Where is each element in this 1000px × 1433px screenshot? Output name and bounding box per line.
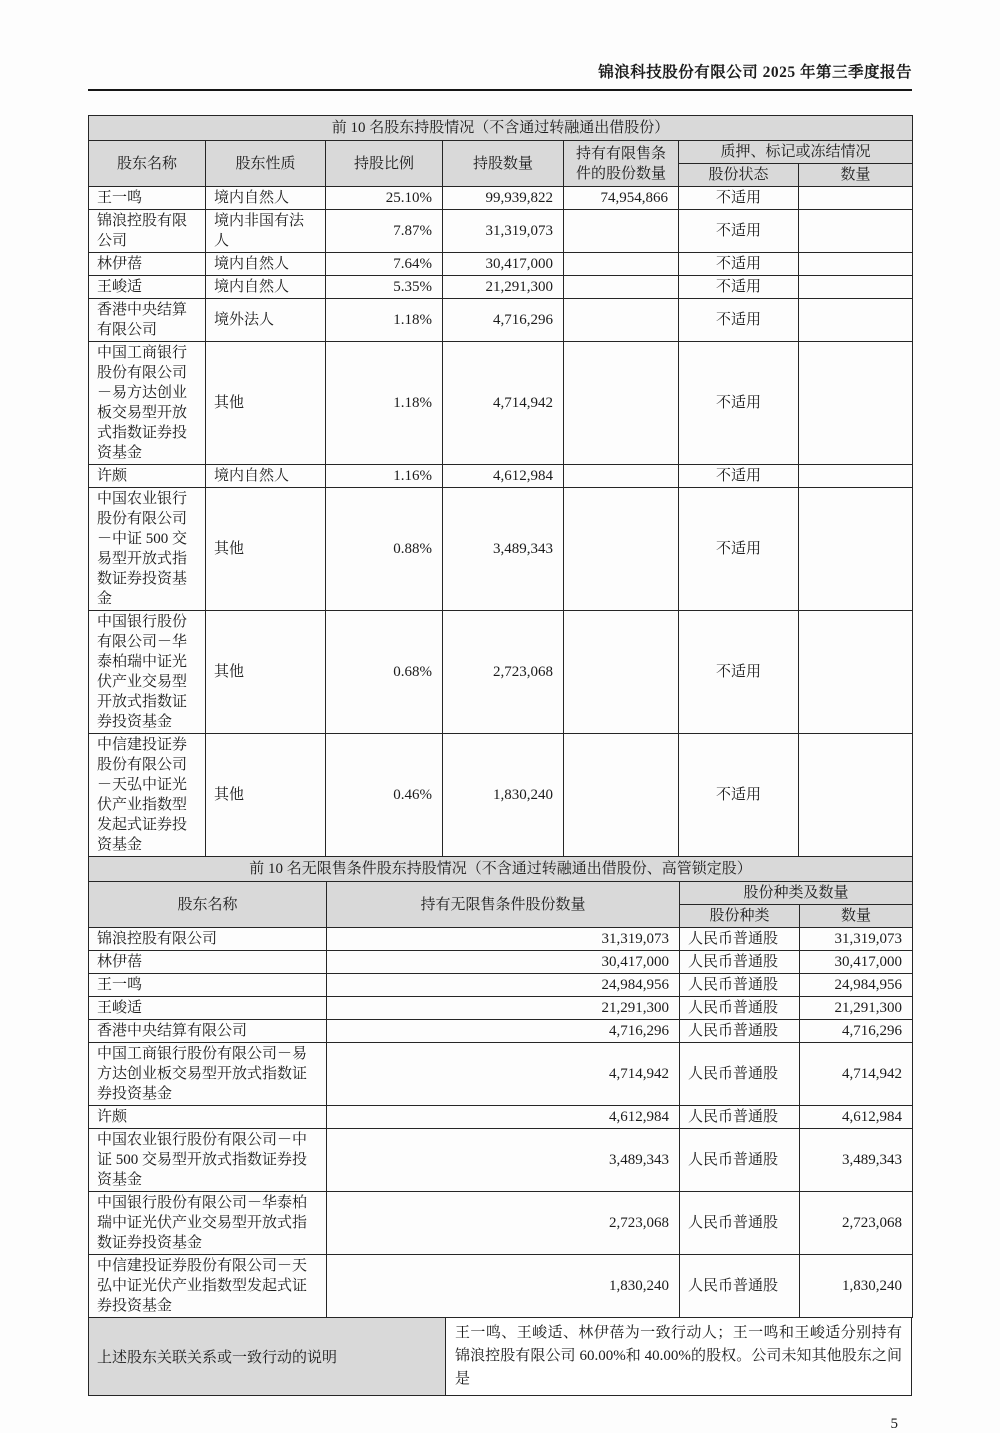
report-page xyxy=(88,0,912,1433)
cell-holding-ratio: 0.88% xyxy=(326,488,443,611)
table-row xyxy=(89,187,913,210)
relationship-note-text: 王一鸣、王峻适、林伊蓓为一致行动人；王一鸣和王峻适分别持有锦浪控股有限公司 60.00%和 40.00%的股权。公司未知其他股东之间是 xyxy=(455,1325,902,1387)
relationship-note-row xyxy=(88,1317,912,1396)
cell-shareholder-name: 香港中央结算有限公司 xyxy=(89,1020,327,1043)
cell-share-type: 人民币普通股 xyxy=(680,928,800,951)
cell-shareholder-nature: 其他 xyxy=(206,734,326,857)
table1-title: 前 10 名股东持股情况（不含通过转融通出借股份） xyxy=(89,116,913,141)
cell-pledge-qty xyxy=(799,299,913,342)
table-row xyxy=(89,299,913,342)
cell-unrestricted-shares: 3,489,343 xyxy=(327,1129,680,1192)
cell-share-qty: 24,984,956 xyxy=(800,974,913,997)
cell-unrestricted-shares: 4,714,942 xyxy=(327,1043,680,1106)
cell-shareholder-name: 许颇 xyxy=(89,1106,327,1129)
cell-unrestricted-shares: 30,417,000 xyxy=(327,951,680,974)
table1-header-row xyxy=(89,141,913,164)
cell-pledge-status: 不适用 xyxy=(679,253,799,276)
cell-shares-held: 3,489,343 xyxy=(443,488,564,611)
table-row xyxy=(89,488,913,611)
cell-unrestricted-shares: 4,612,984 xyxy=(327,1106,680,1129)
cell-holding-ratio: 1.18% xyxy=(326,342,443,465)
cell-pledge-qty xyxy=(799,210,913,253)
cell-shareholder-name: 中国银行股份有限公司－华泰柏瑞中证光伏产业交易型开放式指数证券投资基金 xyxy=(89,1192,327,1255)
table-row xyxy=(89,1255,913,1318)
cell-share-qty: 1,830,240 xyxy=(800,1255,913,1318)
page-number: 5 xyxy=(890,1416,898,1432)
cell-pledge-status: 不适用 xyxy=(679,465,799,488)
col-header-pledge-qty: 数量 xyxy=(799,164,913,187)
cell-share-type: 人民币普通股 xyxy=(680,1255,800,1318)
cell-share-type: 人民币普通股 xyxy=(680,1020,800,1043)
table-row xyxy=(89,928,913,951)
cell-shareholder-nature: 其他 xyxy=(206,342,326,465)
cell-share-qty: 21,291,300 xyxy=(800,997,913,1020)
cell-pledge-qty xyxy=(799,734,913,857)
cell-share-type: 人民币普通股 xyxy=(680,1192,800,1255)
cell-shares-held: 21,291,300 xyxy=(443,276,564,299)
cell-share-qty: 4,714,942 xyxy=(800,1043,913,1106)
cell-share-qty: 31,319,073 xyxy=(800,928,913,951)
cell-shareholder-name: 锦浪控股有限公司 xyxy=(89,928,327,951)
cell-restricted-shares xyxy=(564,611,679,734)
col-header-shareholder-nature: 股东性质 xyxy=(206,141,326,187)
cell-pledge-qty xyxy=(799,253,913,276)
cell-pledge-status: 不适用 xyxy=(679,611,799,734)
col-header-share-type: 股份种类 xyxy=(680,905,800,928)
table-row xyxy=(89,951,913,974)
cell-shareholder-name: 王峻适 xyxy=(89,997,327,1020)
cell-share-qty: 4,612,984 xyxy=(800,1106,913,1129)
col-header-unrestricted-shares: 持有无限售条件股份数量 xyxy=(327,882,680,928)
cell-unrestricted-shares: 1,830,240 xyxy=(327,1255,680,1318)
table-row xyxy=(89,1020,913,1043)
table2-title: 前 10 名无限售条件股东持股情况（不含通过转融通出借股份、高管锁定股） xyxy=(89,857,913,882)
table-row xyxy=(89,210,913,253)
cell-pledge-status: 不适用 xyxy=(679,342,799,465)
top10-shareholders-table xyxy=(88,115,913,857)
cell-shareholder-name: 中国银行股份有限公司－华泰柏瑞中证光伏产业交易型开放式指数证券投资基金 xyxy=(89,611,206,734)
cell-pledge-qty xyxy=(799,187,913,210)
cell-shareholder-name: 中信建投证券股份有限公司－天弘中证光伏产业指数型发起式证券投资基金 xyxy=(89,1255,327,1318)
cell-unrestricted-shares: 24,984,956 xyxy=(327,974,680,997)
cell-share-qty: 30,417,000 xyxy=(800,951,913,974)
cell-pledge-qty xyxy=(799,465,913,488)
cell-shareholder-nature: 境外法人 xyxy=(206,299,326,342)
table-row xyxy=(89,611,913,734)
cell-share-qty: 3,489,343 xyxy=(800,1129,913,1192)
table-row xyxy=(89,465,913,488)
cell-pledge-status: 不适用 xyxy=(679,187,799,210)
cell-unrestricted-shares: 21,291,300 xyxy=(327,997,680,1020)
col-header-shares-held: 持股数量 xyxy=(443,141,564,187)
cell-share-qty: 2,723,068 xyxy=(800,1192,913,1255)
cell-shareholder-nature: 境内自然人 xyxy=(206,276,326,299)
cell-shares-held: 2,723,068 xyxy=(443,611,564,734)
cell-shareholder-nature: 境内非国有法人 xyxy=(206,210,326,253)
cell-shareholder-name: 香港中央结算有限公司 xyxy=(89,299,206,342)
table-row xyxy=(89,1043,913,1106)
cell-restricted-shares xyxy=(564,342,679,465)
cell-unrestricted-shares: 2,723,068 xyxy=(327,1192,680,1255)
cell-shareholder-name: 王峻适 xyxy=(89,276,206,299)
cell-holding-ratio: 7.64% xyxy=(326,253,443,276)
cell-shareholder-name: 锦浪控股有限公司 xyxy=(89,210,206,253)
table-row xyxy=(89,974,913,997)
cell-share-type: 人民币普通股 xyxy=(680,1129,800,1192)
cell-restricted-shares xyxy=(564,734,679,857)
cell-holding-ratio: 0.68% xyxy=(326,611,443,734)
cell-shareholder-name: 林伊蓓 xyxy=(89,951,327,974)
cell-share-type: 人民币普通股 xyxy=(680,1043,800,1106)
table-row xyxy=(89,1129,913,1192)
cell-holding-ratio: 5.35% xyxy=(326,276,443,299)
cell-pledge-qty xyxy=(799,342,913,465)
cell-shareholder-name: 林伊蓓 xyxy=(89,253,206,276)
relationship-note-label: 上述股东关联关系或一致行动的说明 xyxy=(89,1318,446,1395)
cell-holding-ratio: 1.16% xyxy=(326,465,443,488)
cell-restricted-shares xyxy=(564,253,679,276)
cell-restricted-shares: 74,954,866 xyxy=(564,187,679,210)
col-header-shareholder-name: 股东名称 xyxy=(89,882,327,928)
cell-shareholder-nature: 境内自然人 xyxy=(206,253,326,276)
cell-holding-ratio: 1.18% xyxy=(326,299,443,342)
cell-shares-held: 31,319,073 xyxy=(443,210,564,253)
cell-shares-held: 4,716,296 xyxy=(443,299,564,342)
cell-shareholder-name: 许颇 xyxy=(89,465,206,488)
top10-unrestricted-shareholders-table xyxy=(88,856,913,1318)
table-row xyxy=(89,342,913,465)
cell-pledge-status: 不适用 xyxy=(679,734,799,857)
cell-pledge-qty xyxy=(799,488,913,611)
cell-share-type: 人民币普通股 xyxy=(680,974,800,997)
table-row xyxy=(89,734,913,857)
table-row xyxy=(89,1192,913,1255)
col-header-share-type-group: 股份种类及数量 xyxy=(680,882,913,905)
col-header-share-qty: 数量 xyxy=(800,905,913,928)
cell-shares-held: 30,417,000 xyxy=(443,253,564,276)
cell-shares-held: 4,612,984 xyxy=(443,465,564,488)
col-header-pledge-group: 质押、标记或冻结情况 xyxy=(679,141,913,164)
cell-shares-held: 1,830,240 xyxy=(443,734,564,857)
cell-shareholder-name: 王一鸣 xyxy=(89,974,327,997)
table2-title-row xyxy=(89,857,913,882)
cell-shareholder-name: 王一鸣 xyxy=(89,187,206,210)
cell-shares-held: 4,714,942 xyxy=(443,342,564,465)
table1-title-row xyxy=(89,116,913,141)
cell-pledge-status: 不适用 xyxy=(679,299,799,342)
cell-shareholder-name: 中国工商银行股份有限公司－易方达创业板交易型开放式指数证券投资基金 xyxy=(89,1043,327,1106)
table-row xyxy=(89,1106,913,1129)
cell-share-type: 人民币普通股 xyxy=(680,997,800,1020)
cell-restricted-shares xyxy=(564,465,679,488)
col-header-shareholder-name: 股东名称 xyxy=(89,141,206,187)
cell-pledge-status: 不适用 xyxy=(679,488,799,611)
cell-holding-ratio: 25.10% xyxy=(326,187,443,210)
cell-share-qty: 4,716,296 xyxy=(800,1020,913,1043)
cell-pledge-qty xyxy=(799,276,913,299)
cell-restricted-shares xyxy=(564,210,679,253)
cell-share-type: 人民币普通股 xyxy=(680,951,800,974)
cell-shareholder-name: 中信建投证券股份有限公司－天弘中证光伏产业指数型发起式证券投资基金 xyxy=(89,734,206,857)
cell-unrestricted-shares: 4,716,296 xyxy=(327,1020,680,1043)
cell-shareholder-nature: 其他 xyxy=(206,488,326,611)
table2-header-row xyxy=(89,882,913,905)
cell-restricted-shares xyxy=(564,299,679,342)
cell-shareholder-nature: 其他 xyxy=(206,611,326,734)
cell-shareholder-nature: 境内自然人 xyxy=(206,187,326,210)
cell-restricted-shares xyxy=(564,276,679,299)
table-row xyxy=(89,276,913,299)
cell-pledge-status: 不适用 xyxy=(679,210,799,253)
col-header-pledge-status: 股份状态 xyxy=(679,164,799,187)
cell-shareholder-name: 中国工商银行股份有限公司－易方达创业板交易型开放式指数证券投资基金 xyxy=(89,342,206,465)
cell-unrestricted-shares: 31,319,073 xyxy=(327,928,680,951)
cell-holding-ratio: 7.87% xyxy=(326,210,443,253)
col-header-holding-ratio: 持股比例 xyxy=(326,141,443,187)
cell-shareholder-nature: 境内自然人 xyxy=(206,465,326,488)
cell-share-type: 人民币普通股 xyxy=(680,1106,800,1129)
table-row xyxy=(89,253,913,276)
table-row xyxy=(89,997,913,1020)
header-rule xyxy=(88,89,912,91)
cell-shareholder-name: 中国农业银行股份有限公司－中证 500 交易型开放式指数证券投资基金 xyxy=(89,1129,327,1192)
cell-restricted-shares xyxy=(564,488,679,611)
cell-pledge-qty xyxy=(799,611,913,734)
cell-shareholder-name: 中国农业银行股份有限公司－中证 500 交易型开放式指数证券投资基金 xyxy=(89,488,206,611)
cell-holding-ratio: 0.46% xyxy=(326,734,443,857)
cell-shares-held: 99,939,822 xyxy=(443,187,564,210)
col-header-restricted-shares: 持有有限售条件的股份数量 xyxy=(564,141,679,187)
document-header-title: 锦浪科技股份有限公司 2025 年第三季度报告 xyxy=(598,64,912,81)
cell-pledge-status: 不适用 xyxy=(679,276,799,299)
